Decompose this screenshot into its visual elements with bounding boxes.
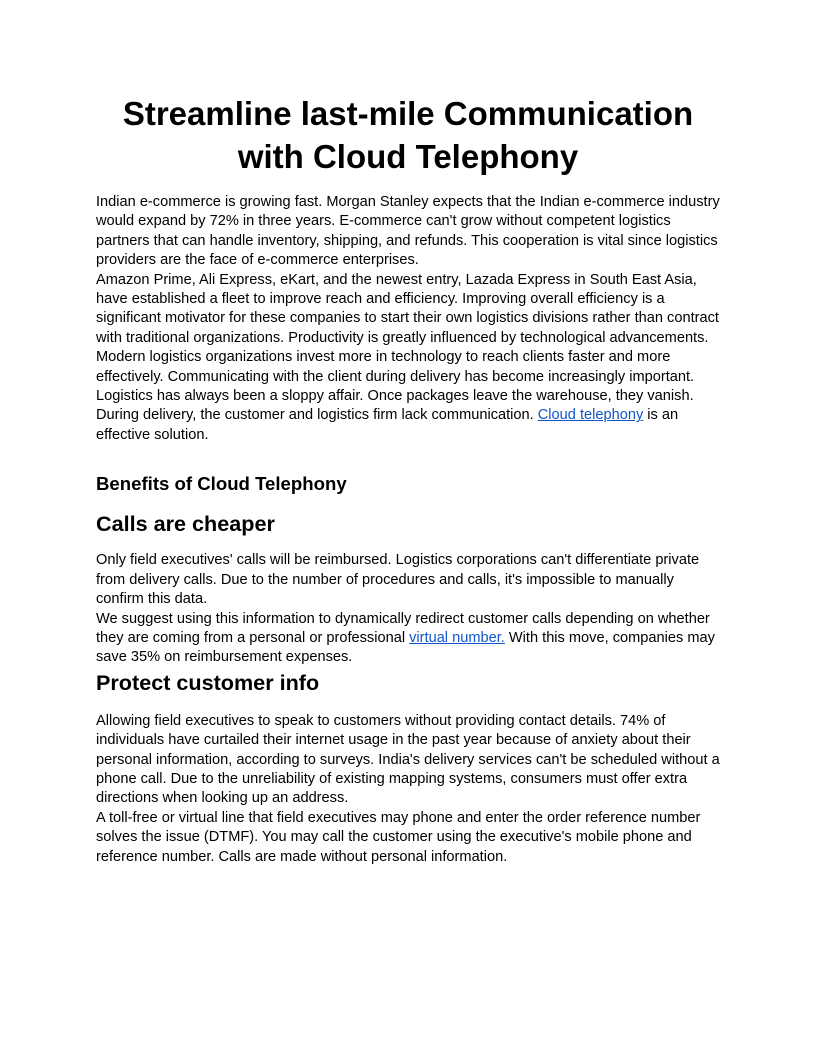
protect-paragraph-2: A toll-free or virtual line that field executives may phone and enter the order reference number solves the issue (DTMF). You may call the customer using the executive's mobile phone and reference number. Calls are made without personal information.	[96, 809, 701, 865]
calls-paragraph-1: Only field executives' calls will be reimbursed. Logistics corporations can't differentiate private from delivery calls. Due to the number of procedures and calls, it's impossible to manually confirm this data.	[96, 552, 700, 608]
calls-paragraph-2	[96, 610, 720, 668]
intro-paragraph-3-tail: is an effective solution.	[96, 407, 679, 443]
protect-paragraph-1: Allowing field executives to speak to customers without providing contact details. 74% of individuals have curtailed their internet usage in the past year because of anxiety about their personal information, according to surveys. India's delivery services can't be scheduled without a phone call. Due to the unreliability of existing mapping systems, consumers must offer extra directions when looking up an address.	[96, 712, 720, 807]
intro-paragraph-2: Amazon Prime, Ali Express, eKart, and the newest entry, Lazada Express in South East Asia, have established a fleet to improve reach and efficiency. Improving overall efficiency is a significant motivator for these companies to start their own logistics divisions rather than contract with traditional organizations. Productivity is greatly influenced by technological advancements.	[96, 271, 719, 346]
calls-paragraph-2-text: We suggest using this information to dynamically redirect customer calls depending on whether they are coming from a personal or professional	[96, 610, 710, 646]
benefits-heading: Benefits of Cloud Telephony	[96, 473, 347, 495]
virtual-number-link[interactable]: virtual number.	[409, 629, 505, 646]
page-title: Streamline last-mile Communication with Cloud Telephony	[122, 95, 694, 175]
intro-paragraph-3-text: Modern logistics organizations invest more in technology to reach clients faster and more effectively. Communicating with the client during delivery has become increasingly important. Logistics has always been a sloppy affair. Once packages leave the warehouse, they vanish. During delivery, the customer and logistics firm lack communication.	[96, 349, 695, 424]
intro-paragraph-3	[96, 348, 720, 445]
intro-paragraph-1: Indian e-commerce is growing fast. Morgan Stanley expects that the Indian e-commerce industry would expand by 72% in three years. E-commerce can't grow without competent logistics partners that can handle inventory, shipping, and refunds. This cooperation is vital since logistics providers are the face of e-commerce enterprises.	[96, 194, 720, 269]
protect-info-heading: Protect customer info	[96, 669, 320, 695]
cloud-telephony-link[interactable]: Cloud telephony	[537, 407, 644, 424]
calls-cheaper-heading: Calls are cheaper	[96, 511, 275, 537]
document-page	[96, 92, 720, 867]
calls-paragraph-2-tail: With this move, companies may save 35% on reimbursement expenses.	[96, 629, 715, 666]
